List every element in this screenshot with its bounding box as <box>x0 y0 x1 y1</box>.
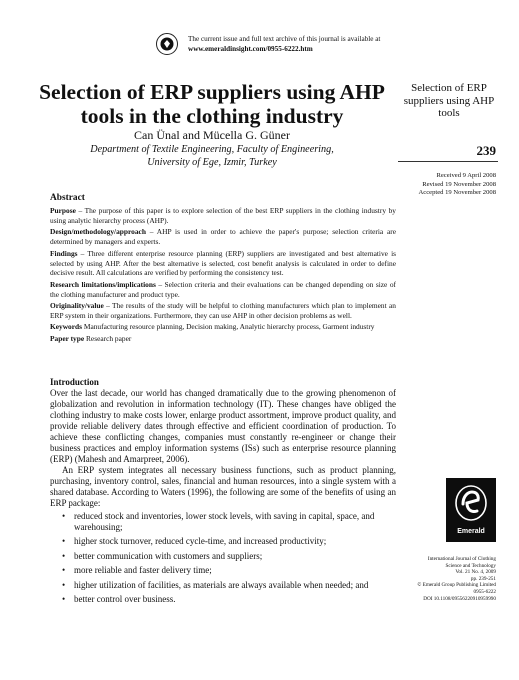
abstract-section-label: Research limitations/implications <box>50 279 156 289</box>
introduction-heading: Introduction <box>50 377 99 387</box>
list-item <box>50 551 396 562</box>
page-number: 239 <box>476 143 496 158</box>
archive-notice <box>188 34 418 54</box>
bullet-icon: • <box>62 579 66 590</box>
abstract-heading: Abstract <box>50 193 85 203</box>
author-names: Can Ünal and Mücella G. Güner <box>134 128 290 142</box>
journal-citation <box>372 556 496 602</box>
paper-type <box>50 334 396 344</box>
abstract-section <box>50 227 396 247</box>
list-item-text: better control over business. <box>74 594 176 605</box>
submission-dates <box>398 172 496 198</box>
bullet-icon: • <box>62 565 66 576</box>
bullet-icon: • <box>62 536 66 547</box>
benefits-list <box>50 511 396 606</box>
journal-info-line: © Emerald Group Publishing Limited <box>417 582 496 589</box>
journal-info-line: 0955-6222 <box>473 588 496 595</box>
list-item <box>50 565 396 576</box>
list-item <box>50 580 396 591</box>
margin-divider <box>398 161 498 162</box>
abstract-section-label: Purpose <box>50 206 76 215</box>
running-title: Selection of ERP suppliers using AHP tools <box>403 82 495 119</box>
emerald-gem-icon <box>454 484 488 522</box>
archive-notice-text: The current issue and full text archive of this journal is available at <box>188 35 381 43</box>
list-item-text: better communication with customers and suppliers; <box>74 550 263 561</box>
abstract-section-text: – Selection criteria and their evaluations can be changed depending on size of the clothing manufacturer and product type. <box>50 279 396 299</box>
abstract-section-label: Originality/value <box>50 301 104 311</box>
paper-title: Selection of ERP suppliers using AHP tools in the clothing industry <box>39 80 385 128</box>
received-date: Received 9 April 2008 <box>436 172 496 179</box>
list-item-text: higher stock turnover, reduced cycle-time, and increased productivity; <box>74 536 327 547</box>
body-paragraph: An ERP system integrates all necessary business functions, such as product planning, purchasing, inventory control, sales, financial and human resources, into a single system with a shared database. According to Waters (1996), the following are some of the benefits of using an ERP package: <box>50 465 396 509</box>
bullet-icon: • <box>62 510 66 521</box>
list-item <box>50 536 396 547</box>
abstract-section-text: – The purpose of this paper is to explore selection of the best ERP suppliers in the clothing industry by using analytic hierarchy process (AHP). <box>50 206 396 225</box>
list-item-text: higher utilization of facilities, as materials are always available when needed; and <box>74 579 369 590</box>
revised-date: Revised 19 November 2008 <box>422 180 496 188</box>
abstract-section-text: – Three different enterprise resource planning (ERP) suppliers are investigated and best alternative is selected by using AHP. After the best alternative is selected, cost benefit analysis is calculated in order to define decisive result. All calculations are verified by performing the consistency test. <box>50 248 396 278</box>
abstract-section-label: Findings <box>50 248 78 258</box>
abstract-section <box>50 249 396 279</box>
abstract-body <box>50 206 396 345</box>
affiliation-line: Department of Textile Engineering, Faculty of Engineering, <box>90 144 334 155</box>
paper-type-label: Paper type <box>50 333 85 343</box>
bullet-icon: • <box>62 550 66 561</box>
bullet-icon: • <box>62 594 66 605</box>
journal-info-line: International Journal of Clothing <box>427 556 496 562</box>
abstract-section <box>50 280 396 300</box>
abstract-section-label: Design/methodology/approach <box>50 227 146 237</box>
list-item <box>50 511 396 533</box>
list-item-text: more reliable and faster delivery time; <box>74 565 212 576</box>
abstract-section <box>50 206 396 226</box>
journal-info-line: pp. 239-251 <box>470 575 496 582</box>
emerald-logo <box>446 478 496 542</box>
list-item-text: reduced stock and inventories, lower stock levels, with saving in capital, space, and warehousing; <box>74 510 375 532</box>
journal-doi: DOI 10.1108/09556220910959990 <box>423 595 496 602</box>
author-affiliation <box>22 143 402 169</box>
affiliation-line: University of Ege, Izmir, Turkey <box>147 157 277 168</box>
introduction-body <box>50 388 396 609</box>
keywords-label: Keywords <box>50 322 83 332</box>
archive-url-link[interactable]: www.emeraldinsight.com/0955-6222.htm <box>188 45 313 53</box>
body-paragraph: Over the last decade, our world has changed dramatically due to the growing phenomenon of globalization and revolution in information technology (IT). These changes have obliged the clothing industry to make costs lower, enlarge product assortment, improve product quality, and provide reliable delivery dates through effective and efficient coordination of production. To achieve these conflicting changes, companies must constantly re-engineer or change their business practices and employ information systems (ISs) such as enterprise resource planning (ERP) (Mahesh and Amarpreet, 2006). <box>50 388 396 465</box>
emerald-small-logo-icon <box>156 33 178 55</box>
emerald-wordmark: Emerald <box>457 528 485 535</box>
keywords-text: Manufacturing resource planning, Decision making, Analytic hierarchy process, Garment industry <box>82 322 375 332</box>
journal-info-line: Science and Technology <box>445 562 496 569</box>
list-item <box>50 594 396 605</box>
accepted-date: Accepted 19 November 2008 <box>418 189 496 197</box>
journal-info-line: Vol. 21 No. 4, 2009 <box>455 569 496 576</box>
abstract-section-text: – AHP is used in order to achieve the paper's purpose; selection criteria are determined by managers and experts. <box>50 227 396 247</box>
abstract-section-text: – The results of the study will be helpful to clothing manufacturers which plan to implement an ERP system in their organizations. Furthermore, they can use AHP in other decision problems as well. <box>50 301 396 321</box>
keywords <box>50 322 396 332</box>
abstract-section <box>50 301 396 321</box>
paper-type-text: Research paper <box>84 333 132 343</box>
